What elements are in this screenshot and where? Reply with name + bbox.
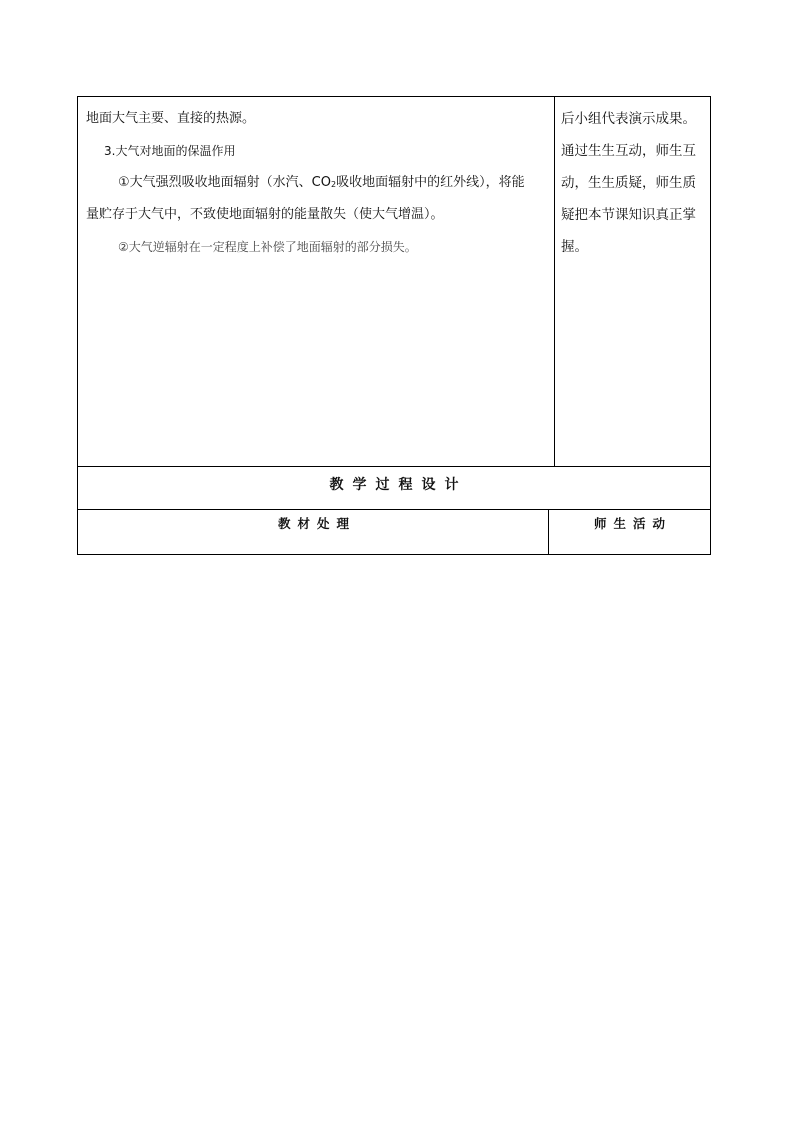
content-text: 吸收地面辐射中的红外线），将能	[336, 175, 525, 190]
content-line: 量贮存于大气中，不致使地面辐射的能量散失（使大气增温）。	[86, 207, 444, 222]
content-line	[86, 167, 548, 199]
activity-line: 动，生生质疑，师生质	[561, 175, 696, 191]
content-line: 地面大气主要、直接的热源。	[86, 111, 256, 126]
section-heading: 3.大气对地面的保温作用	[104, 144, 236, 158]
activity-line: 通过生生互动，师生互	[561, 143, 696, 159]
content-line: ②大气逆辐射在一定程度上补偿了地面辐射的部分损失。	[118, 240, 417, 254]
activity-line: 疑把本节课知识真正掌	[561, 207, 696, 223]
content-text: ①大气强烈吸收地面辐射（水汽、CO	[118, 175, 331, 190]
lesson-plan-table	[77, 96, 711, 555]
column-header-materials: 教材处理	[277, 516, 356, 531]
activity-cell	[554, 97, 710, 467]
activity-line: 后小组代表演示成果。	[561, 111, 696, 127]
content-cell	[78, 97, 554, 467]
subscript: 2	[330, 180, 337, 189]
activity-line: 握。	[561, 239, 588, 255]
section-header: 教学过程设计	[329, 477, 468, 493]
column-header-activities: 师生活动	[593, 516, 672, 531]
